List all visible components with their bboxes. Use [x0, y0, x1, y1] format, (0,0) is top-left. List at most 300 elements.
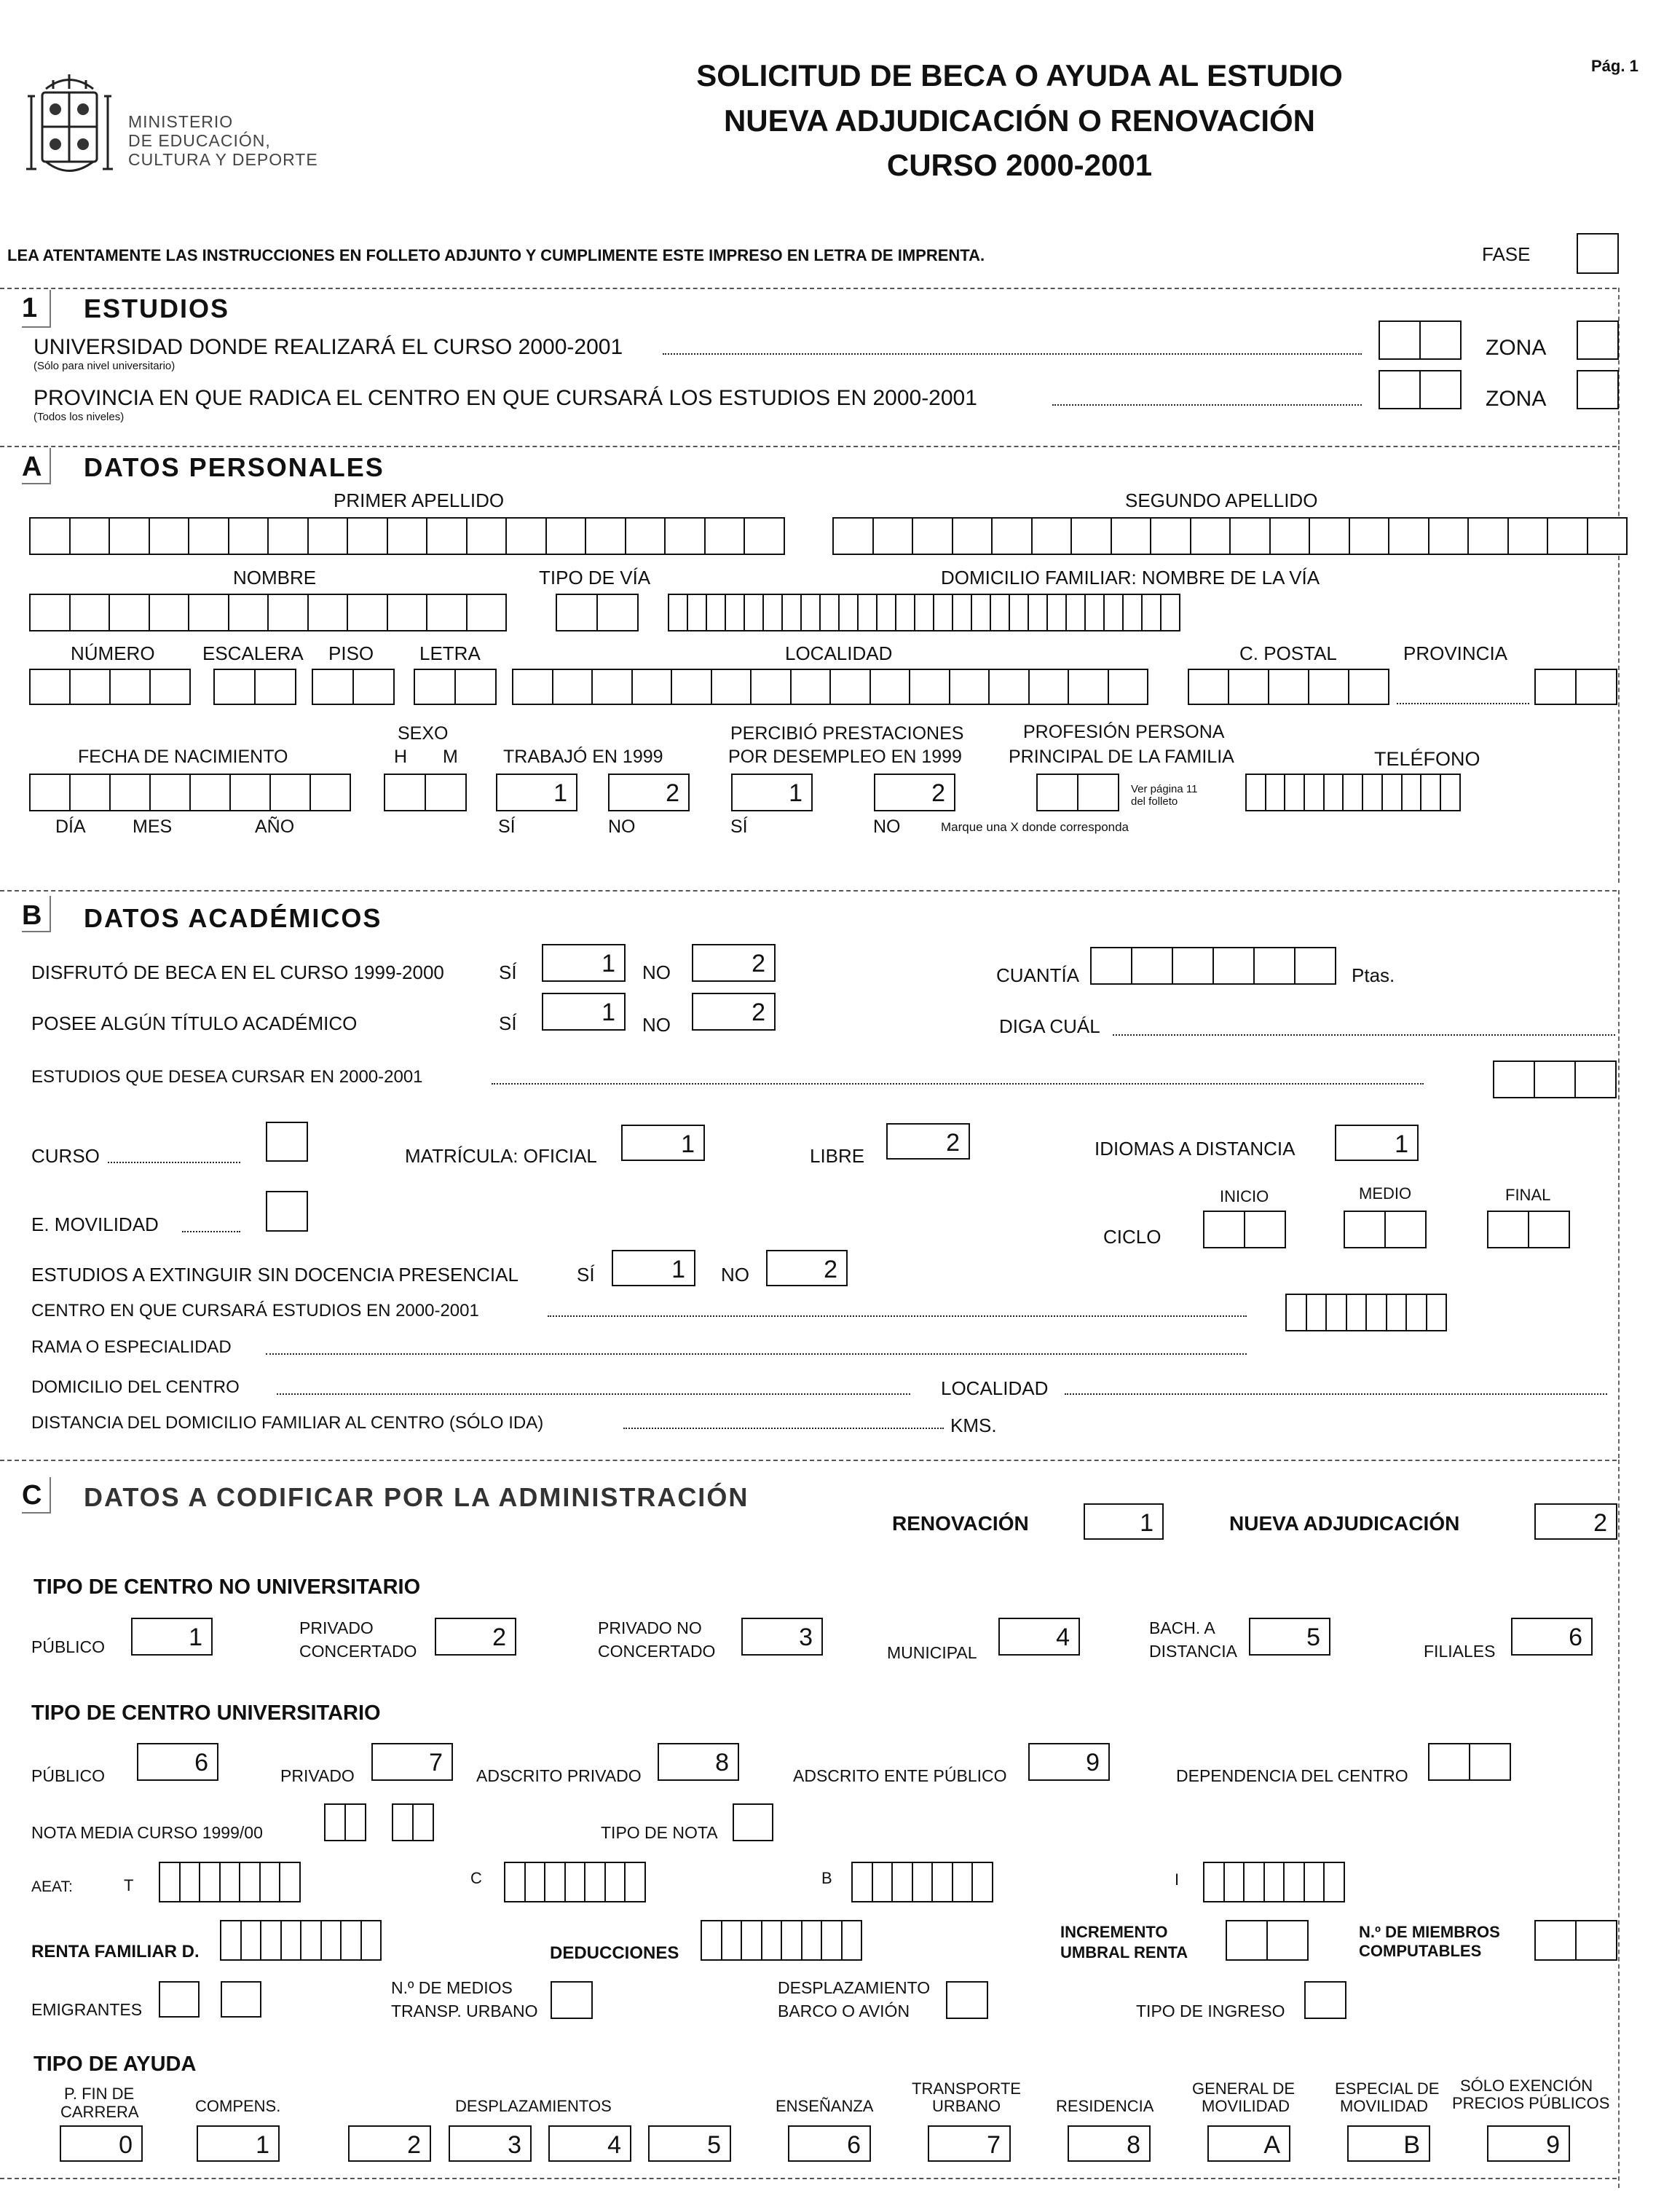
- char-cell[interactable]: [1268, 669, 1309, 705]
- char-cell[interactable]: [1308, 669, 1349, 705]
- char-cell[interactable]: [412, 1803, 434, 1841]
- char-cell[interactable]: [912, 1862, 934, 1902]
- char-cell[interactable]: [857, 594, 878, 631]
- char-cell[interactable]: [109, 594, 150, 631]
- char-cell[interactable]: [414, 669, 456, 705]
- char-cell[interactable]: [872, 517, 914, 555]
- char-cell[interactable]: [1420, 774, 1441, 811]
- char-cell[interactable]: [1379, 370, 1421, 409]
- char-cell[interactable]: [387, 594, 428, 631]
- char-cell[interactable]: [69, 594, 111, 631]
- ciclo-final-field[interactable]: [1487, 1211, 1570, 1248]
- char-cell[interactable]: [109, 669, 151, 705]
- char-cell[interactable]: [801, 1920, 823, 1961]
- char-cell[interactable]: [179, 1862, 201, 1902]
- char-cell[interactable]: [1575, 669, 1617, 705]
- char-cell[interactable]: [1405, 1294, 1427, 1331]
- char-cell[interactable]: [781, 1920, 802, 1961]
- char-cell[interactable]: [228, 594, 269, 631]
- char-cell[interactable]: [706, 594, 726, 631]
- char-cell[interactable]: [851, 1862, 873, 1902]
- char-cell[interactable]: [869, 669, 911, 705]
- char-cell[interactable]: [821, 1920, 843, 1961]
- char-cell[interactable]: [1534, 1920, 1577, 1961]
- char-cell[interactable]: [1077, 774, 1119, 811]
- char-cell[interactable]: [220, 1920, 242, 1961]
- char-cell[interactable]: [931, 1862, 953, 1902]
- ayuda-especial-box[interactable]: B: [1347, 2125, 1430, 2162]
- ayuda-desp-4-box[interactable]: 5: [648, 2125, 731, 2162]
- char-cell[interactable]: [1028, 594, 1048, 631]
- posee-si-box[interactable]: 1: [542, 993, 626, 1031]
- char-cell[interactable]: [1469, 1743, 1511, 1781]
- char-cell[interactable]: [1028, 669, 1070, 705]
- char-cell[interactable]: [952, 1862, 974, 1902]
- char-cell[interactable]: [781, 594, 802, 631]
- char-cell[interactable]: [1534, 1060, 1576, 1098]
- char-cell[interactable]: [744, 594, 764, 631]
- char-cell[interactable]: [971, 594, 991, 631]
- char-cell[interactable]: [1253, 947, 1296, 985]
- char-cell[interactable]: [425, 774, 467, 811]
- matricula-oficial-box[interactable]: 1: [621, 1125, 705, 1161]
- char-cell[interactable]: [1323, 774, 1344, 811]
- char-cell[interactable]: [604, 1862, 626, 1902]
- char-cell[interactable]: [1342, 774, 1363, 811]
- nu-concertado-box[interactable]: 2: [435, 1618, 516, 1656]
- char-cell[interactable]: [1243, 1862, 1265, 1902]
- char-cell[interactable]: [384, 774, 426, 811]
- char-cell[interactable]: [1285, 1294, 1307, 1331]
- char-cell[interactable]: [466, 594, 508, 631]
- char-cell[interactable]: [1046, 594, 1067, 631]
- localidad-field[interactable]: [512, 669, 1148, 705]
- char-cell[interactable]: [1386, 1294, 1408, 1331]
- char-cell[interactable]: [1065, 594, 1086, 631]
- nu-filiales-box[interactable]: 6: [1511, 1618, 1593, 1656]
- char-cell[interactable]: [891, 1862, 913, 1902]
- char-cell[interactable]: [741, 1920, 762, 1961]
- percibio-si-box[interactable]: 1: [731, 774, 813, 811]
- char-cell[interactable]: [721, 1920, 743, 1961]
- char-cell[interactable]: [933, 594, 953, 631]
- tipo-ingreso-box[interactable]: [1304, 1981, 1346, 2019]
- curso-box[interactable]: [266, 1122, 308, 1162]
- extinguir-no-box[interactable]: 2: [766, 1250, 848, 1286]
- char-cell[interactable]: [199, 1862, 221, 1902]
- aeat-c-field[interactable]: [504, 1862, 646, 1902]
- char-cell[interactable]: [300, 1920, 322, 1961]
- char-cell[interactable]: [949, 669, 990, 705]
- char-cell[interactable]: [340, 1920, 362, 1961]
- trabajo-si-box[interactable]: 1: [496, 774, 577, 811]
- char-cell[interactable]: [466, 517, 508, 555]
- nota-media-field-2[interactable]: [392, 1803, 434, 1841]
- char-cell[interactable]: [819, 594, 840, 631]
- primer-apellido-field[interactable]: [29, 517, 785, 555]
- idiomas-box[interactable]: 1: [1335, 1125, 1419, 1161]
- char-cell[interactable]: [1381, 774, 1403, 811]
- char-cell[interactable]: [426, 594, 468, 631]
- char-cell[interactable]: [309, 774, 351, 811]
- ayuda-transporte-box[interactable]: 7: [928, 2125, 1011, 2162]
- emigrantes-box-1[interactable]: [159, 1981, 200, 2018]
- char-cell[interactable]: [324, 1803, 346, 1841]
- char-cell[interactable]: [1284, 774, 1305, 811]
- char-cell[interactable]: [1575, 1920, 1617, 1961]
- cpostal-field[interactable]: [1188, 669, 1389, 705]
- nueva-box[interactable]: 2: [1534, 1503, 1617, 1540]
- char-cell[interactable]: [1440, 774, 1461, 811]
- char-cell[interactable]: [1534, 669, 1577, 705]
- tipo-via-field[interactable]: [556, 594, 639, 631]
- ayuda-desp-2-box[interactable]: 3: [449, 2125, 532, 2162]
- univ-code-field[interactable]: [1379, 320, 1462, 360]
- char-cell[interactable]: [1090, 947, 1132, 985]
- char-cell[interactable]: [1379, 320, 1421, 360]
- centro-code-field[interactable]: [1285, 1294, 1447, 1331]
- char-cell[interactable]: [320, 1920, 342, 1961]
- char-cell[interactable]: [1172, 947, 1214, 985]
- char-cell[interactable]: [1325, 1294, 1347, 1331]
- char-cell[interactable]: [260, 1920, 282, 1961]
- char-cell[interactable]: [1426, 1294, 1448, 1331]
- char-cell[interactable]: [1304, 774, 1325, 811]
- char-cell[interactable]: [790, 669, 832, 705]
- char-cell[interactable]: [1190, 517, 1231, 555]
- char-cell[interactable]: [1349, 517, 1390, 555]
- char-cell[interactable]: [909, 669, 950, 705]
- char-cell[interactable]: [1068, 669, 1109, 705]
- char-cell[interactable]: [596, 594, 639, 631]
- ayuda-solo-box[interactable]: 9: [1487, 2125, 1570, 2162]
- char-cell[interactable]: [872, 1862, 894, 1902]
- char-cell[interactable]: [267, 517, 309, 555]
- char-cell[interactable]: [631, 669, 673, 705]
- dependencia-field[interactable]: [1428, 1743, 1511, 1781]
- char-cell[interactable]: [254, 669, 296, 705]
- fecha-nacimiento-field[interactable]: [29, 774, 351, 811]
- renta-field[interactable]: [220, 1920, 382, 1961]
- disfruto-no-box[interactable]: 2: [692, 944, 776, 982]
- char-cell[interactable]: [1428, 517, 1470, 555]
- char-cell[interactable]: [504, 1862, 526, 1902]
- nu-publico-box[interactable]: 1: [131, 1618, 213, 1656]
- char-cell[interactable]: [584, 1862, 606, 1902]
- ayuda-compens-box[interactable]: 1: [197, 2125, 280, 2162]
- cuantia-field[interactable]: [1090, 947, 1336, 985]
- char-cell[interactable]: [829, 669, 871, 705]
- letra-field[interactable]: [414, 669, 497, 705]
- char-cell[interactable]: [545, 517, 587, 555]
- char-cell[interactable]: [1401, 774, 1422, 811]
- char-cell[interactable]: [1111, 517, 1152, 555]
- char-cell[interactable]: [29, 774, 71, 811]
- char-cell[interactable]: [29, 594, 71, 631]
- char-cell[interactable]: [1507, 517, 1549, 555]
- nu-municipal-box[interactable]: 4: [998, 1618, 1080, 1656]
- char-cell[interactable]: [1223, 1862, 1245, 1902]
- disfruto-si-box[interactable]: 1: [542, 944, 626, 982]
- char-cell[interactable]: [1229, 517, 1271, 555]
- zona-box-univ[interactable]: [1577, 320, 1619, 360]
- char-cell[interactable]: [841, 1920, 863, 1961]
- char-cell[interactable]: [1228, 669, 1269, 705]
- char-cell[interactable]: [1323, 1862, 1345, 1902]
- char-cell[interactable]: [591, 669, 633, 705]
- char-cell[interactable]: [1084, 594, 1105, 631]
- char-cell[interactable]: [556, 594, 598, 631]
- fase-box[interactable]: [1577, 233, 1619, 274]
- char-cell[interactable]: [687, 594, 707, 631]
- telefono-field[interactable]: [1245, 774, 1461, 811]
- char-cell[interactable]: [524, 1862, 546, 1902]
- ayuda-ensenanza-box[interactable]: 6: [788, 2125, 871, 2162]
- char-cell[interactable]: [1245, 774, 1266, 811]
- char-cell[interactable]: [1574, 1060, 1617, 1098]
- extinguir-si-box[interactable]: 1: [612, 1250, 695, 1286]
- char-cell[interactable]: [1212, 947, 1255, 985]
- char-cell[interactable]: [671, 669, 712, 705]
- char-cell[interactable]: [189, 774, 231, 811]
- u-privado-box[interactable]: 7: [371, 1743, 453, 1781]
- char-cell[interactable]: [347, 517, 388, 555]
- miembros-field[interactable]: [1534, 1920, 1617, 1961]
- char-cell[interactable]: [1203, 1211, 1245, 1248]
- zona-box-prov[interactable]: [1577, 370, 1619, 409]
- char-cell[interactable]: [360, 1920, 382, 1961]
- char-cell[interactable]: [971, 1862, 993, 1902]
- char-cell[interactable]: [1108, 669, 1149, 705]
- char-cell[interactable]: [761, 1920, 783, 1961]
- char-cell[interactable]: [307, 594, 349, 631]
- char-cell[interactable]: [149, 517, 190, 555]
- u-publico-box[interactable]: 6: [137, 1743, 218, 1781]
- char-cell[interactable]: [239, 1862, 261, 1902]
- char-cell[interactable]: [344, 1803, 366, 1841]
- ayuda-residencia-box[interactable]: 8: [1068, 2125, 1151, 2162]
- piso-field[interactable]: [312, 669, 395, 705]
- tipo-nota-box[interactable]: [733, 1803, 773, 1841]
- char-cell[interactable]: [1294, 947, 1336, 985]
- char-cell[interactable]: [1306, 1294, 1328, 1331]
- char-cell[interactable]: [392, 1803, 414, 1841]
- char-cell[interactable]: [1036, 774, 1078, 811]
- char-cell[interactable]: [347, 594, 388, 631]
- char-cell[interactable]: [269, 774, 311, 811]
- char-cell[interactable]: [1547, 517, 1588, 555]
- char-cell[interactable]: [1269, 517, 1311, 555]
- char-cell[interactable]: [109, 517, 150, 555]
- char-cell[interactable]: [279, 1862, 301, 1902]
- domicilio-field[interactable]: [668, 594, 1180, 631]
- aeat-t-field[interactable]: [159, 1862, 301, 1902]
- char-cell[interactable]: [1346, 1294, 1368, 1331]
- char-cell[interactable]: [564, 1862, 586, 1902]
- char-cell[interactable]: [1487, 1211, 1529, 1248]
- prov-code-field[interactable]: [1379, 370, 1462, 409]
- ayuda-pfin-box[interactable]: 0: [60, 2125, 143, 2162]
- char-cell[interactable]: [1283, 1862, 1305, 1902]
- char-cell[interactable]: [1009, 594, 1029, 631]
- estudios-code-field[interactable]: [1493, 1060, 1617, 1098]
- char-cell[interactable]: [1467, 517, 1509, 555]
- char-cell[interactable]: [1362, 774, 1383, 811]
- char-cell[interactable]: [1150, 517, 1191, 555]
- char-cell[interactable]: [744, 517, 785, 555]
- char-cell[interactable]: [1244, 1211, 1286, 1248]
- char-cell[interactable]: [109, 774, 151, 811]
- char-cell[interactable]: [991, 517, 1033, 555]
- char-cell[interactable]: [832, 517, 874, 555]
- char-cell[interactable]: [229, 774, 271, 811]
- ayuda-general-box[interactable]: A: [1207, 2125, 1290, 2162]
- char-cell[interactable]: [952, 517, 993, 555]
- char-cell[interactable]: [69, 669, 111, 705]
- char-cell[interactable]: [1070, 517, 1112, 555]
- char-cell[interactable]: [1528, 1211, 1570, 1248]
- sexo-field[interactable]: [384, 774, 467, 811]
- desplazamiento-box[interactable]: [946, 1981, 988, 2019]
- renovacion-box[interactable]: 1: [1084, 1503, 1164, 1540]
- char-cell[interactable]: [213, 669, 256, 705]
- char-cell[interactable]: [1188, 669, 1229, 705]
- emigrantes-box-2[interactable]: [221, 1981, 261, 2018]
- char-cell[interactable]: [544, 1862, 566, 1902]
- posee-no-box[interactable]: 2: [692, 993, 776, 1031]
- nota-media-field-1[interactable]: [324, 1803, 366, 1841]
- char-cell[interactable]: [149, 669, 191, 705]
- char-cell[interactable]: [1263, 1862, 1285, 1902]
- char-cell[interactable]: [454, 669, 497, 705]
- char-cell[interactable]: [1309, 517, 1350, 555]
- char-cell[interactable]: [552, 669, 593, 705]
- char-cell[interactable]: [149, 774, 191, 811]
- char-cell[interactable]: [267, 594, 309, 631]
- numero-field[interactable]: [29, 669, 191, 705]
- char-cell[interactable]: [426, 517, 468, 555]
- ciclo-medio-field[interactable]: [1344, 1211, 1427, 1248]
- char-cell[interactable]: [762, 594, 783, 631]
- char-cell[interactable]: [307, 517, 349, 555]
- char-cell[interactable]: [505, 517, 547, 555]
- matricula-libre-box[interactable]: 2: [886, 1123, 970, 1160]
- char-cell[interactable]: [1348, 669, 1389, 705]
- nu-bach-box[interactable]: 5: [1249, 1618, 1330, 1656]
- movilidad-box[interactable]: [266, 1191, 308, 1232]
- char-cell[interactable]: [914, 594, 934, 631]
- char-cell[interactable]: [876, 594, 896, 631]
- char-cell[interactable]: [312, 669, 354, 705]
- aeat-b-field[interactable]: [851, 1862, 993, 1902]
- trabajo-no-box[interactable]: 2: [608, 774, 690, 811]
- char-cell[interactable]: [1103, 594, 1124, 631]
- nu-no-concertado-box[interactable]: 3: [741, 1618, 823, 1656]
- char-cell[interactable]: [800, 594, 821, 631]
- ciclo-inicio-field[interactable]: [1203, 1211, 1286, 1248]
- ayuda-desp-3-box[interactable]: 4: [548, 2125, 631, 2162]
- char-cell[interactable]: [838, 594, 859, 631]
- aeat-i-field[interactable]: [1203, 1862, 1345, 1902]
- char-cell[interactable]: [701, 1920, 722, 1961]
- char-cell[interactable]: [624, 1862, 646, 1902]
- char-cell[interactable]: [280, 1920, 302, 1961]
- char-cell[interactable]: [704, 517, 746, 555]
- char-cell[interactable]: [1226, 1920, 1268, 1961]
- u-adscrito-privado-box[interactable]: 8: [658, 1743, 739, 1781]
- char-cell[interactable]: [228, 517, 269, 555]
- char-cell[interactable]: [1428, 1743, 1470, 1781]
- char-cell[interactable]: [512, 669, 553, 705]
- profesion-field[interactable]: [1036, 774, 1119, 811]
- char-cell[interactable]: [988, 669, 1030, 705]
- char-cell[interactable]: [711, 669, 752, 705]
- char-cell[interactable]: [1141, 594, 1162, 631]
- nombre-field[interactable]: [29, 594, 507, 631]
- char-cell[interactable]: [29, 669, 71, 705]
- char-cell[interactable]: [387, 517, 428, 555]
- u-adscrito-publico-box[interactable]: 9: [1028, 1743, 1110, 1781]
- char-cell[interactable]: [149, 594, 190, 631]
- char-cell[interactable]: [1304, 1862, 1325, 1902]
- char-cell[interactable]: [750, 669, 792, 705]
- incremento-field[interactable]: [1226, 1920, 1309, 1961]
- char-cell[interactable]: [1266, 1920, 1309, 1961]
- deducciones-field[interactable]: [701, 1920, 862, 1961]
- char-cell[interactable]: [188, 594, 229, 631]
- char-cell[interactable]: [1419, 370, 1462, 409]
- char-cell[interactable]: [1493, 1060, 1535, 1098]
- char-cell[interactable]: [725, 594, 745, 631]
- char-cell[interactable]: [69, 774, 111, 811]
- char-cell[interactable]: [159, 1862, 181, 1902]
- char-cell[interactable]: [69, 517, 111, 555]
- char-cell[interactable]: [240, 1920, 262, 1961]
- char-cell[interactable]: [1203, 1862, 1225, 1902]
- char-cell[interactable]: [668, 594, 688, 631]
- segundo-apellido-field[interactable]: [832, 517, 1628, 555]
- char-cell[interactable]: [912, 517, 953, 555]
- char-cell[interactable]: [990, 594, 1010, 631]
- char-cell[interactable]: [352, 669, 395, 705]
- char-cell[interactable]: [1388, 517, 1429, 555]
- char-cell[interactable]: [1365, 1294, 1387, 1331]
- char-cell[interactable]: [1419, 320, 1462, 360]
- char-cell[interactable]: [1344, 1211, 1386, 1248]
- char-cell[interactable]: [1160, 594, 1180, 631]
- medios-box[interactable]: [551, 1981, 593, 2019]
- char-cell[interactable]: [29, 517, 71, 555]
- char-cell[interactable]: [1122, 594, 1143, 631]
- char-cell[interactable]: [952, 594, 972, 631]
- char-cell[interactable]: [219, 1862, 241, 1902]
- char-cell[interactable]: [259, 1862, 281, 1902]
- char-cell[interactable]: [1031, 517, 1073, 555]
- escalera-field[interactable]: [213, 669, 296, 705]
- char-cell[interactable]: [664, 517, 706, 555]
- provincia-field[interactable]: [1534, 669, 1617, 705]
- char-cell[interactable]: [1384, 1211, 1427, 1248]
- char-cell[interactable]: [895, 594, 915, 631]
- char-cell[interactable]: [1265, 774, 1286, 811]
- ayuda-desp-1-box[interactable]: 2: [348, 2125, 431, 2162]
- char-cell[interactable]: [625, 517, 666, 555]
- char-cell[interactable]: [585, 517, 626, 555]
- char-cell[interactable]: [1587, 517, 1628, 555]
- percibio-no-box[interactable]: 2: [874, 774, 955, 811]
- char-cell[interactable]: [188, 517, 229, 555]
- char-cell[interactable]: [1131, 947, 1173, 985]
